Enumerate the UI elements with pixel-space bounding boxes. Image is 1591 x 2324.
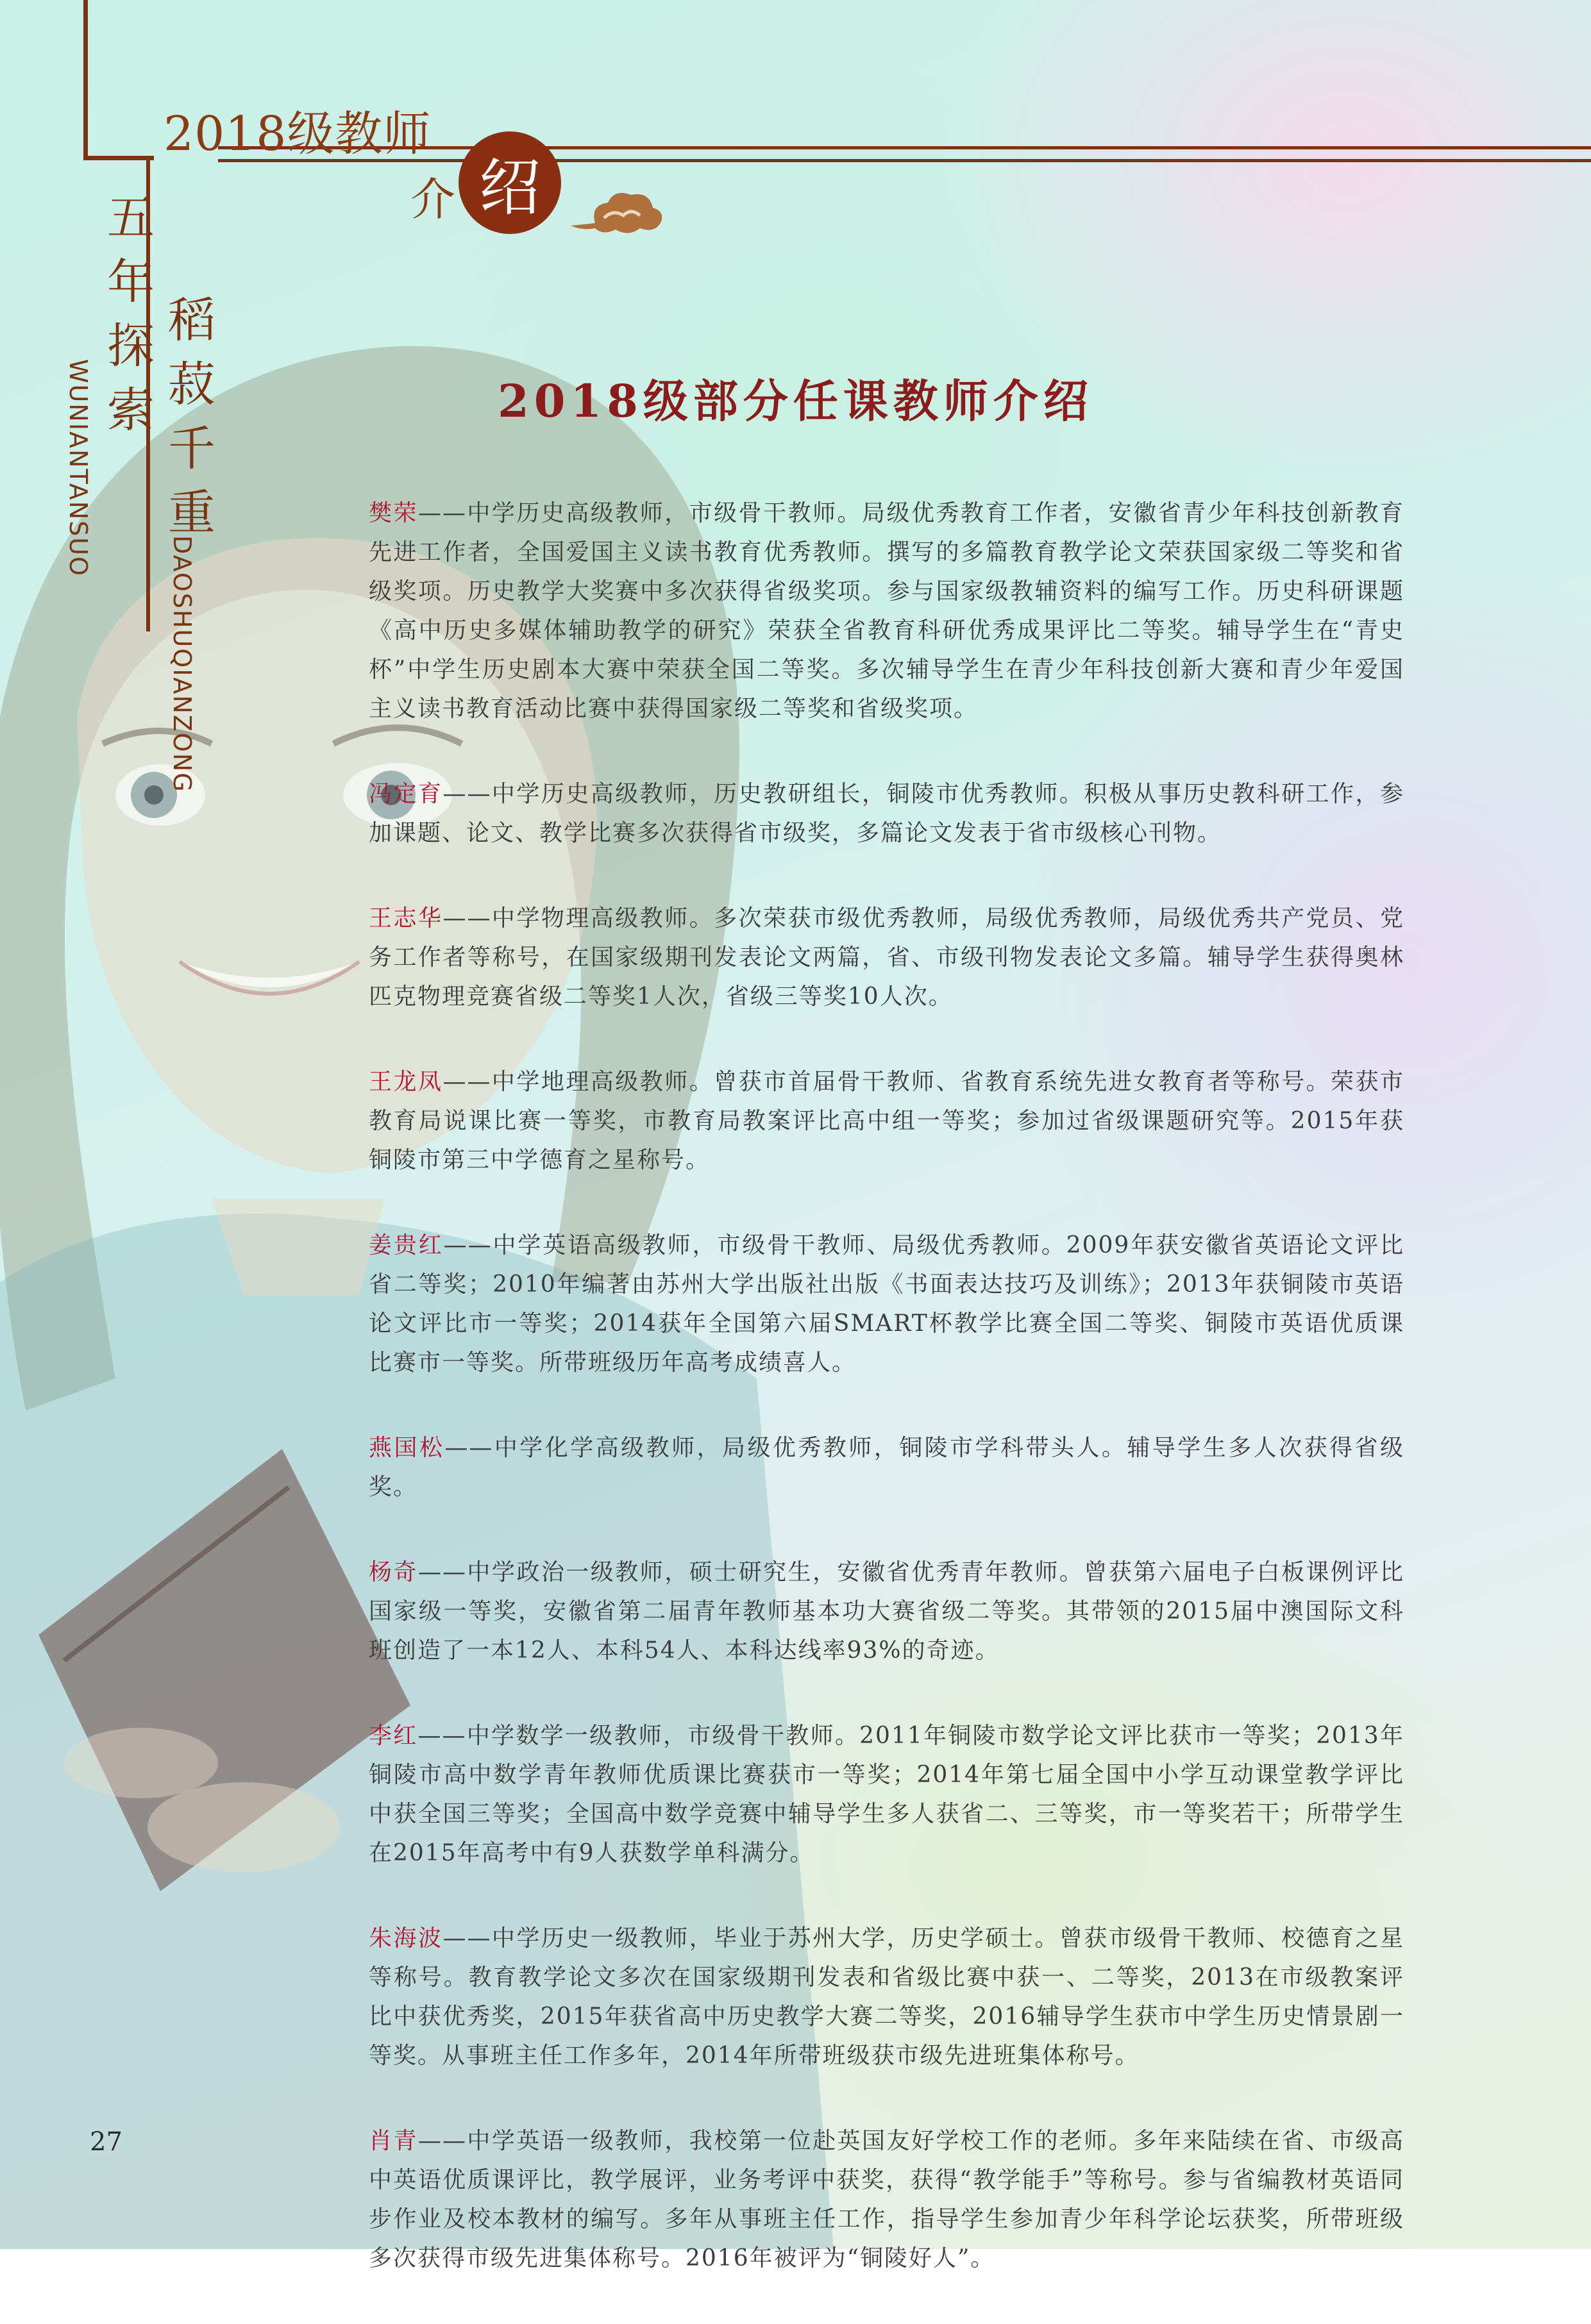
teacher-name: 肖青	[369, 2128, 418, 2154]
teacher-entry	[369, 1919, 1404, 2075]
slogan-column-1: 五年探索	[99, 192, 155, 449]
teacher-description: ——中学地理高级教师。曾获市首届骨干教师、省教育系统先进女教育者等称号。荣获市教育局说课比赛一等奖，市教育局教案评比高中组一等奖；参加过省级课题研究等。2015年获铜陵市第三中学德育之星称号。	[369, 1069, 1404, 1173]
teacher-name: 李红	[369, 1723, 418, 1749]
teacher-entry	[369, 1062, 1404, 1180]
teacher-entry	[369, 494, 1404, 728]
teacher-name: 姜贵红	[369, 1232, 444, 1258]
teacher-entry	[369, 2121, 1404, 2278]
teacher-description: ——中学历史高级教师，历史教研组长，铜陵市优秀教师。积极从事历史教科研工作，参加课题、论文、教学比赛多次获得省市级奖，多篇论文发表于省市级核心刊物。	[369, 781, 1404, 846]
teacher-description: ——中学政治一级教师，硕士研究生，安徽省优秀青年教师。曾获第六届电子白板课例评比国家级一等奖，安徽省第二届青年教师基本功大赛省级二等奖。其带领的2015届中澳国际文科班创造了一本12人、本科54人、本科达线率93%的奇迹。	[369, 1559, 1404, 1664]
header-circle-char: 绍	[479, 151, 541, 224]
teacher-description: ——中学英语一级教师，我校第一位赴英国友好学校工作的老师。多年来陆续在省、市级高中英语优质课评比，教学展评，业务考评中获奖，获得“教学能手”等称号。参与省编教材英语同步作业及校本教材的编写。多年从事班主任工作，指导学生参加青少年科学论坛获奖，所带班级多次获得市级先进集体称号。2016年被评为“铜陵好人”。	[369, 2128, 1404, 2271]
teacher-entry	[369, 1716, 1404, 1873]
teacher-description: ——中学数学一级教师，市级骨干教师。2011年铜陵市数学论文评比获市一等奖；2013年铜陵市高中数学青年教师优质课比赛获市一等奖；2014年第七届全国中小学互动课堂教学评比中获全国三等奖；全国高中数学竞赛中辅导学生多人获省二、三等奖，市一等奖若干；所带学生在2015年高考中有9人获数学单科满分。	[369, 1723, 1404, 1866]
teacher-name: 朱海波	[369, 1925, 443, 1952]
teacher-entry	[369, 1428, 1404, 1507]
header-title-char: 介	[410, 173, 455, 226]
slogan-column-2: 稻菽千重	[160, 295, 215, 551]
teacher-description: ——中学历史高级教师，市级骨干教师。局级优秀教育工作者，安徽省青少年科技创新教育先进工作者，全国爱国主义读书教育优秀教师。撰写的多篇教育教学论文荣获国家级二等奖和省级奖项。历史教学大奖赛中多次获得省级奖项。参与国家级教辅资料的编写工作。历史科研课题《高中历史多媒体辅助教学的研究》荣获全省教育科研优秀成果评比二等奖。辅导学生在“青史杯”中学生历史剧本大赛中荣获全国二等奖。多次辅导学生在青少年科技创新大赛和青少年爱国主义读书教育活动比赛中获得国家级二等奖和省级奖项。	[369, 500, 1404, 722]
header-title: 2018级教师	[164, 106, 432, 162]
teacher-name: 樊荣	[369, 500, 418, 526]
left-vertical-rule	[83, 0, 88, 160]
teacher-description: ——中学化学高级教师，局级优秀教师，铜陵市学科带头人。辅导学生多人次获得省级奖。	[369, 1435, 1404, 1500]
slogan-romanization-2: DAOSHUQIANZONG	[168, 535, 196, 793]
teacher-entry	[369, 1226, 1404, 1382]
header-circle-badge	[459, 131, 561, 234]
teacher-description: ——中学物理高级教师。多次荣获市级优秀教师，局级优秀教师，局级优秀共产党员、党务工作者等称号，在国家级期刊发表论文两篇，省、市级刊物发表论文多篇。辅导学生获得奥林匹克物理竞赛省级二等奖1人次，省级三等奖10人次。	[369, 905, 1404, 1010]
left-horizontal-rule	[83, 156, 154, 160]
main-title: 2018级部分任课教师介绍	[498, 374, 1093, 428]
teacher-entry	[369, 1553, 1404, 1670]
teacher-name: 冯定育	[369, 781, 443, 807]
cloud-ornament-icon	[564, 186, 667, 240]
teacher-description: ——中学英语高级教师，市级骨干教师、局级优秀教师。2009年获安徽省英语论文评比省二等奖；2010年编著由苏州大学出版社出版《书面表达技巧及训练》；2013年获铜陵市英语论文评比市一等奖；2014获年全国第六届SMART杯教学比赛全国二等奖、铜陵市英语优质课比赛市一等奖。所带班级历年高考成绩喜人。	[369, 1232, 1404, 1376]
teacher-name: 王龙凤	[369, 1069, 443, 1095]
teacher-name: 杨奇	[369, 1559, 418, 1585]
teacher-name: 王志华	[369, 905, 443, 932]
teacher-entry	[369, 899, 1404, 1016]
teacher-name: 燕国松	[369, 1435, 445, 1461]
page-number: 27	[90, 2127, 122, 2157]
slogan-romanization-1: WUNIANTANSUO	[64, 359, 92, 577]
teacher-list	[369, 494, 1404, 2324]
teacher-description: ——中学历史一级教师，毕业于苏州大学，历史学硕士。曾获市级骨干教师、校德育之星等称号。教育教学论文多次在国家级期刊发表和省级比赛中获一、二等奖，2013在市级教案评比中获优秀奖，2015年获省高中历史教学大赛二等奖，2016辅导学生获市中学生历史情景剧一等奖。从事班主任工作多年，2014年所带班级获市级先进班集体称号。	[369, 1925, 1404, 2069]
teacher-entry	[369, 774, 1404, 853]
